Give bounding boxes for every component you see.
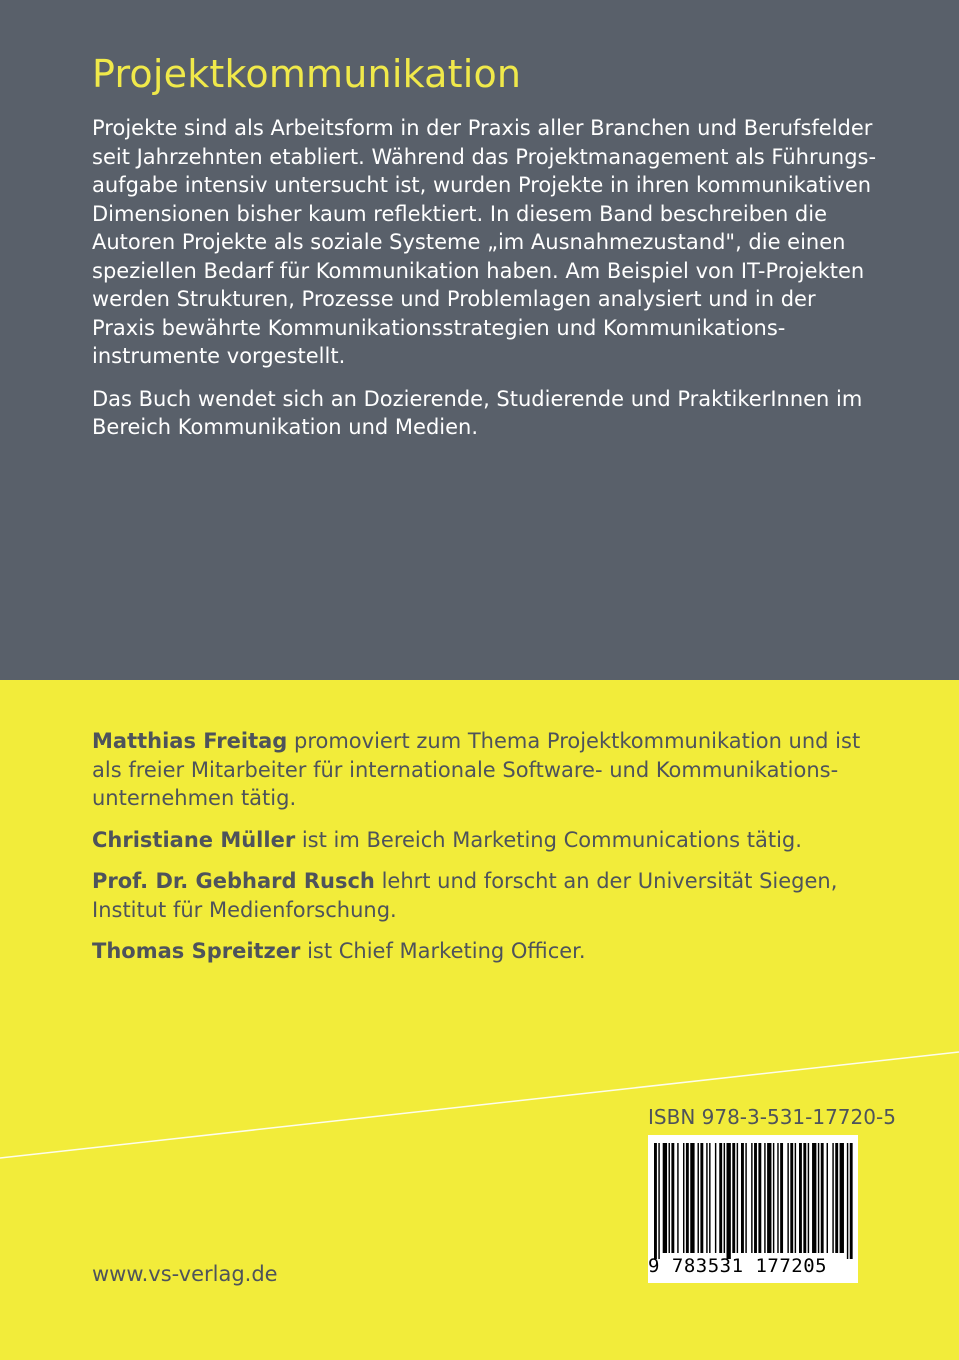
description-line: Bereich Kommunikation und Medien. <box>92 415 479 439</box>
barcode-bar <box>698 1143 699 1253</box>
author-name: Matthias Freitag <box>92 729 288 753</box>
description-line: Das Buch wendet sich an Dozierende, Studierende und PraktikerInnen im <box>92 386 863 411</box>
barcode-bar <box>832 1143 833 1253</box>
barcode-bar <box>773 1143 774 1253</box>
barcode-bar <box>706 1143 707 1253</box>
barcode-bar <box>658 1143 659 1259</box>
author-name: Prof. Dr. Gebhard Rusch <box>92 869 375 893</box>
barcode-bar <box>715 1143 716 1253</box>
description-line: instrumente vorgestellt. <box>92 344 346 368</box>
barcode-bar <box>777 1143 778 1253</box>
barcode-bar <box>737 1143 738 1253</box>
barcode-bar <box>808 1143 809 1253</box>
barcode-bar <box>700 1143 703 1253</box>
description-line: aufgabe intensiv untersucht ist, wurden Projekte in ihren kommunikativen <box>92 173 872 197</box>
barcode-bar <box>803 1143 806 1253</box>
barcode-bar <box>812 1143 816 1253</box>
author-bio-text: ist Chief Marketing Officer. <box>300 939 586 963</box>
author-bio <box>92 867 892 924</box>
description-line: werden Strukturen, Prozesse und Problemlagen analysiert und in der <box>92 287 816 311</box>
author-bio <box>92 826 892 855</box>
barcode-bar <box>669 1143 670 1253</box>
barcode-bar <box>724 1143 725 1253</box>
barcode-digits: 9 783531 177205 <box>648 1255 828 1277</box>
barcode-bar <box>758 1143 761 1253</box>
author-name: Thomas Spreitzer <box>92 939 301 963</box>
barcode-bar <box>847 1143 848 1259</box>
barcode-bar <box>741 1143 744 1253</box>
author-name: Christiane Müller <box>92 827 296 852</box>
author-bio-text: ist im Bereich Marketing Communications tätig. <box>295 827 802 852</box>
description-line: Dimensionen bisher kaum reflektiert. In diesem Band beschreiben die <box>92 201 828 226</box>
barcode-bar <box>818 1143 819 1253</box>
barcode-bar <box>686 1143 689 1253</box>
barcode-bar <box>835 1143 838 1253</box>
barcode-bar <box>751 1143 752 1253</box>
barcode-bar <box>677 1143 678 1253</box>
barcode-bar <box>745 1143 746 1253</box>
author-bio-text: lehrt und forscht an der Universität Siegen, <box>374 869 838 893</box>
description-line: Autoren Projekte als soziale Systeme „im Ausnahmezustand", die einen <box>92 230 846 254</box>
publisher-website: www.vs-verlag.de <box>92 1262 278 1286</box>
author-bio-text: Institut für Medienforschung. <box>92 897 397 922</box>
barcode-bar <box>671 1143 674 1253</box>
barcode-bar <box>719 1143 722 1253</box>
barcode-bar <box>795 1143 796 1253</box>
book-title: Projektkommunikation <box>92 52 522 96</box>
barcode-bar <box>754 1143 757 1253</box>
barcode-bar <box>790 1143 793 1253</box>
author-bio <box>92 727 892 813</box>
author-bio <box>92 937 892 966</box>
barcode-bar <box>709 1143 710 1253</box>
description-paragraph-2 <box>92 385 872 442</box>
author-bio-text: promoviert zum Thema Projektkommunikation und ist <box>287 729 861 753</box>
barcode-bar <box>654 1143 657 1259</box>
barcode-bar <box>764 1143 765 1253</box>
barcode-bar <box>780 1143 783 1253</box>
barcode <box>648 1135 858 1283</box>
author-bios <box>92 727 892 979</box>
barcode-bar <box>827 1143 828 1253</box>
barcode-bar <box>840 1143 844 1253</box>
barcode-bar <box>727 1143 731 1259</box>
barcode-bar <box>732 1143 735 1253</box>
barcode-bar <box>663 1143 667 1253</box>
barcode-bar <box>799 1143 802 1253</box>
book-description <box>92 114 877 456</box>
barcode-bar <box>850 1143 853 1259</box>
description-line: seit Jahrzehnten etabliert. Während das Projektmanagement als Führungs- <box>92 144 877 169</box>
isbn-label: ISBN 978-3-531-17720-5 <box>648 1105 896 1129</box>
description-paragraph-1 <box>92 114 877 371</box>
barcode-bar <box>821 1143 824 1253</box>
barcode-bar <box>787 1143 788 1253</box>
description-line: Projekte sind als Arbeitsform in der Praxis aller Branchen und Berufsfelder <box>92 116 873 140</box>
description-line: Praxis bewährte Kommunikationsstrategien und Kommunikations- <box>92 315 786 340</box>
barcode-bar <box>690 1143 694 1253</box>
barcode-bar <box>683 1143 684 1253</box>
barcode-bar <box>767 1143 771 1253</box>
author-bio-text: unternehmen tätig. <box>92 786 297 810</box>
author-bio-text: als freier Mitarbeiter für internationale Software- und Kommunikations- <box>92 757 839 782</box>
description-line: speziellen Bedarf für Kommunikation haben. Am Beispiel von IT-Projekten <box>92 258 865 283</box>
